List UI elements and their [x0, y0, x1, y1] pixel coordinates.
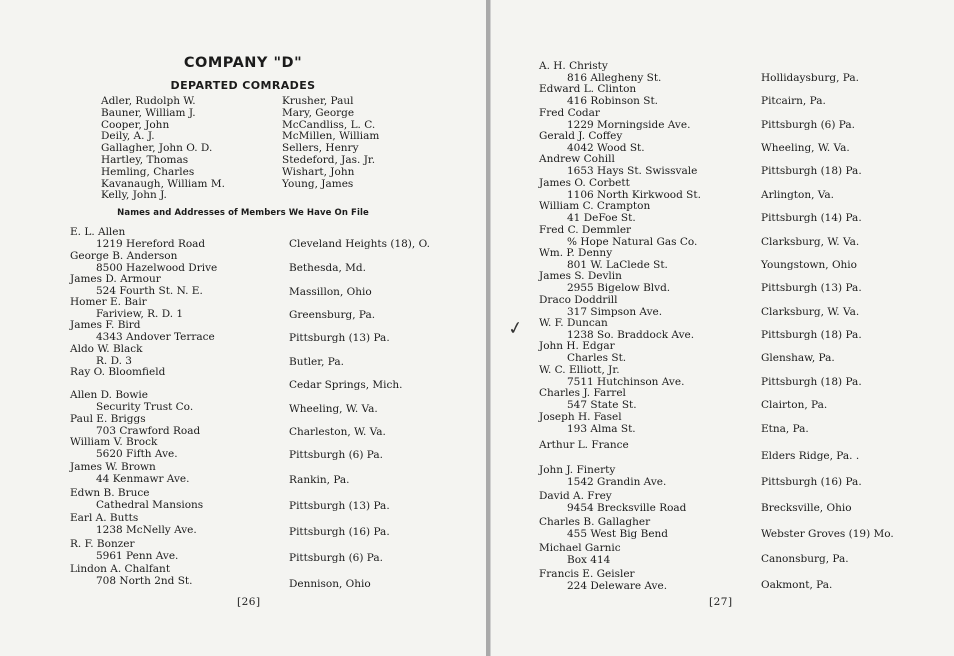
member-name: Aldo W. Black — [70, 343, 143, 355]
member-entry — [70, 413, 200, 437]
member-address: 1238 McNelly Ave. — [96, 524, 197, 536]
member-location: Canonsburg, Pa. — [761, 553, 849, 565]
member-entry — [70, 366, 165, 378]
member-entry — [70, 436, 178, 460]
departed-name: Gallagher, John O. D. — [101, 142, 213, 155]
member-name: R. F. Bonzer — [70, 538, 135, 550]
member-location: Clarksburg, W. Va. — [761, 236, 860, 248]
member-entry — [70, 389, 193, 413]
member-address: 416 Robinson St. — [567, 95, 659, 107]
member-location: Glenshaw, Pa. — [761, 352, 835, 364]
member-entry — [539, 130, 645, 154]
member-address: % Hope Natural Gas Co. — [567, 236, 698, 248]
page-number: [27] — [709, 596, 733, 608]
member-address: 224 Deleware Ave. — [567, 580, 668, 592]
departed-name: McMillen, William — [282, 130, 380, 143]
member-entry — [70, 250, 217, 274]
departed-name: Cooper, John — [101, 118, 170, 131]
member-location: Pittsburgh (6) Pa. — [289, 552, 383, 564]
member-location: Hollidaysburg, Pa. — [761, 72, 859, 84]
member-name: George B. Anderson — [70, 250, 178, 262]
member-name: David A. Frey — [539, 490, 612, 502]
member-name: Allen D. Bowie — [70, 389, 148, 401]
member-address: 1542 Grandin Ave. — [567, 476, 667, 488]
departed-name: Hemling, Charles — [101, 165, 195, 178]
member-location: Webster Groves (19) Mo. — [761, 528, 894, 540]
member-location: Pitcairn, Pa. — [761, 95, 826, 107]
member-address: 455 West Big Bend — [567, 528, 669, 540]
member-entry — [539, 568, 667, 592]
member-location: Elders Ridge, Pa. . — [761, 450, 860, 462]
member-entry — [539, 294, 662, 318]
member-address: 1219 Hereford Road — [96, 238, 206, 250]
member-entry — [70, 538, 178, 562]
member-entry — [539, 364, 684, 388]
departed-name: Mary, George — [282, 106, 355, 119]
member-address: Box 414 — [567, 554, 611, 566]
member-entry — [70, 319, 215, 343]
member-entry — [539, 224, 697, 248]
member-name: Arthur L. France — [539, 439, 629, 451]
departed-name: Kelly, John J. — [101, 189, 167, 202]
member-entry — [539, 542, 621, 566]
member-name: Andrew Cohill — [539, 153, 615, 165]
departed-name: Stedeford, Jas. Jr. — [282, 153, 376, 166]
member-address: 547 State St. — [567, 399, 637, 411]
member-address: 317 Simpson Ave. — [567, 306, 663, 318]
member-name: Charles B. Gallagher — [539, 516, 651, 528]
member-location: Massillon, Ohio — [289, 286, 372, 298]
member-name: Lindon A. Chalfant — [70, 563, 171, 575]
departed-name: Kavanaugh, William M. — [101, 177, 225, 190]
member-entry — [70, 226, 205, 250]
member-location: Pittsburgh (6) Pa. — [761, 119, 855, 131]
member-location: Pittsburgh (13) Pa. — [289, 500, 390, 512]
member-entry — [539, 153, 697, 177]
member-entry — [539, 516, 668, 540]
departed-name: Deily, A. J. — [101, 130, 155, 143]
member-entry — [539, 317, 694, 341]
member-entry — [539, 177, 701, 201]
member-location: Etna, Pa. — [761, 423, 809, 435]
member-address: 703 Crawford Road — [96, 425, 201, 437]
member-entry — [539, 411, 636, 435]
member-address: 1653 Hays St. Swissvale — [567, 165, 698, 177]
member-location: Pittsburgh (14) Pa. — [761, 212, 862, 224]
member-location: Wheeling, W. Va. — [761, 142, 850, 154]
member-name: A. H. Christy — [539, 60, 608, 72]
departed-name: Wishart, John — [282, 165, 355, 178]
member-address: 816 Allegheny St. — [567, 72, 662, 84]
right-page — [490, 0, 954, 656]
member-location: Charleston, W. Va. — [289, 426, 386, 438]
member-address: 524 Fourth St. N. E. — [96, 285, 203, 297]
member-name: Homer E. Bair — [70, 296, 147, 308]
member-name: Edwn B. Bruce — [70, 487, 150, 499]
member-location: Pittsburgh (6) Pa. — [289, 449, 383, 461]
member-name: Michael Garnic — [539, 542, 621, 554]
member-name: W. C. Elliott, Jr. — [539, 364, 620, 376]
member-location: Oakmont, Pa. — [761, 579, 833, 591]
member-location: Pittsburgh (18) Pa. — [761, 165, 862, 177]
member-name: James S. Devlin — [539, 270, 622, 282]
member-entry — [70, 273, 203, 297]
departed-name: Bauner, William J. — [101, 106, 196, 119]
member-location: Clarksburg, W. Va. — [761, 306, 860, 318]
member-location: Brecksville, Ohio — [761, 502, 852, 514]
member-address: Cathedral Mansions — [96, 499, 204, 511]
member-location: Youngstown, Ohio — [761, 259, 857, 271]
member-entry — [70, 343, 143, 367]
member-address: 5961 Penn Ave. — [96, 550, 179, 562]
member-address: 708 North 2nd St. — [96, 575, 193, 587]
member-name: Fred Codar — [539, 107, 600, 119]
member-entry — [539, 83, 658, 107]
member-address: 2955 Bigelow Blvd. — [567, 282, 671, 294]
member-entry — [539, 490, 686, 514]
member-name: Joseph H. Fasel — [539, 411, 622, 423]
member-location: Pittsburgh (16) Pa. — [289, 526, 390, 538]
member-location: Pittsburgh (13) Pa. — [289, 332, 390, 344]
member-address: 9454 Brecksville Road — [567, 502, 687, 514]
member-name: Gerald J. Coffey — [539, 130, 623, 142]
member-entry — [539, 387, 637, 411]
departed-name: McCandliss, L. C. — [282, 118, 376, 131]
member-name: James D. Armour — [70, 273, 161, 285]
member-name: James W. Brown — [70, 461, 156, 473]
member-address: 1229 Morningside Ave. — [567, 119, 691, 131]
member-location: Wheeling, W. Va. — [289, 403, 378, 415]
member-location: Cleveland Heights (18), O. — [289, 238, 430, 250]
member-entry — [539, 340, 626, 364]
member-address: 4042 Wood St. — [567, 142, 645, 154]
member-name: Fred C. Demmler — [539, 224, 632, 236]
member-location: Pittsburgh (18) Pa. — [761, 376, 862, 388]
member-entry — [70, 512, 197, 536]
page-number: [26] — [237, 596, 261, 608]
member-name: Edward L. Clinton — [539, 83, 637, 95]
checkmark-icon: ✓ — [506, 316, 525, 341]
departed-name: Krusher, Paul — [282, 95, 354, 107]
member-location: Pittsburgh (16) Pa. — [761, 476, 862, 488]
member-location: Rankin, Pa. — [289, 474, 350, 486]
departed-name: Hartley, Thomas — [101, 153, 189, 166]
member-address: 8500 Hazelwood Drive — [96, 262, 218, 274]
member-address: 4343 Andover Terrace — [96, 331, 215, 343]
member-location: Pittsburgh (18) Pa. — [761, 329, 862, 341]
member-location: Greensburg, Pa. — [289, 309, 376, 321]
member-address: Security Trust Co. — [96, 401, 194, 413]
departed-list-col1 — [101, 96, 225, 202]
member-entry — [70, 487, 203, 511]
member-address: Charles St. — [567, 352, 627, 364]
member-entry — [539, 439, 629, 451]
member-name: John J. Finerty — [539, 464, 616, 476]
member-name: Paul E. Briggs — [70, 413, 146, 425]
member-name: John H. Edgar — [539, 340, 615, 352]
departed-name: Sellers, Henry — [282, 142, 359, 155]
member-name: Francis E. Geisler — [539, 568, 635, 580]
member-address: 193 Alma St. — [567, 423, 636, 435]
member-location: Butler, Pa. — [289, 356, 345, 368]
member-address: 7511 Hutchinson Ave. — [567, 376, 685, 388]
departed-name: Adler, Rudolph W. — [101, 95, 196, 107]
member-address: 801 W. LaClede St. — [567, 259, 668, 271]
member-name: Ray O. Bloomfield — [70, 366, 166, 378]
member-location: Bethesda, Md. — [289, 262, 366, 274]
member-address: R. D. 3 — [96, 355, 132, 367]
member-location: Cedar Springs, Mich. — [289, 379, 403, 391]
departed-comrades-heading: DEPARTED COMRADES — [170, 79, 316, 92]
member-location: Clairton, Pa. — [761, 399, 828, 411]
member-location: Dennison, Ohio — [289, 578, 371, 590]
member-name: Earl A. Butts — [70, 512, 139, 524]
member-name: James F. Bird — [70, 319, 141, 331]
member-entry — [539, 464, 666, 488]
member-address: 44 Kenmawr Ave. — [96, 473, 190, 485]
member-address: 41 DeFoe St. — [567, 212, 636, 224]
member-location: Arlington, Va. — [761, 189, 834, 201]
member-name: James O. Corbett — [539, 177, 630, 189]
member-address: Fariview, R. D. 1 — [96, 308, 184, 320]
departed-list-col2 — [282, 96, 379, 190]
member-address: 1238 So. Braddock Ave. — [567, 329, 695, 341]
member-name: Wm. P. Denny — [539, 247, 613, 259]
member-name: William V. Brock — [70, 436, 158, 448]
member-entry — [539, 200, 650, 224]
page-title: COMPANY "D" — [183, 55, 303, 71]
members-heading: Names and Addresses of Members We Have On File — [117, 208, 369, 218]
member-address: 1106 North Kirkwood St. — [567, 189, 701, 201]
member-name: Charles J. Farrel — [539, 387, 626, 399]
member-address: 5620 Fifth Ave. — [96, 448, 178, 460]
member-name: E. L. Allen — [70, 226, 126, 238]
member-location: Pittsburgh (13) Pa. — [761, 282, 862, 294]
member-entry — [70, 296, 183, 320]
member-entry — [70, 563, 192, 587]
member-entry — [70, 461, 189, 485]
departed-name: Young, James — [282, 177, 354, 190]
member-entry — [539, 107, 690, 131]
member-name: W. F. Duncan — [539, 317, 608, 329]
member-name: William C. Crampton — [539, 200, 651, 212]
member-entry — [539, 270, 670, 294]
member-name: Draco Doddrill — [539, 294, 618, 306]
member-entry — [539, 60, 661, 84]
member-entry — [539, 247, 668, 271]
